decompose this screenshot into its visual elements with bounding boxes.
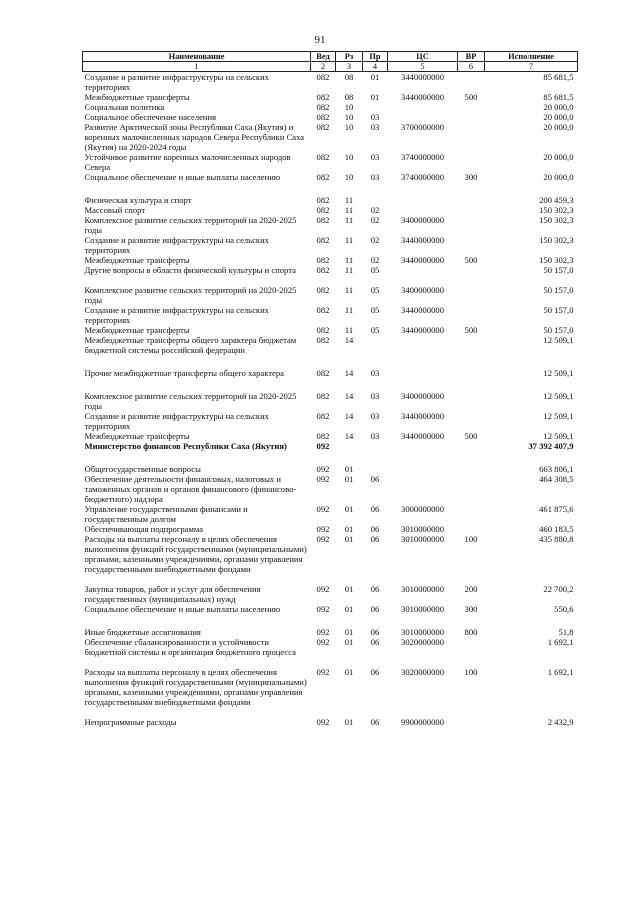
row-pr: 06 (370, 627, 380, 637)
row-amount: 12 509,1 (543, 431, 574, 441)
row-ved: 092 (316, 504, 330, 514)
row-amount: 1 692,1 (547, 637, 574, 647)
row-cs (388, 195, 458, 205)
row-ved: 082 (316, 205, 330, 215)
row-vr (458, 112, 485, 122)
column-number-row (83, 62, 578, 72)
row-pr (363, 441, 388, 451)
row-amount: 150 302,3 (539, 205, 574, 215)
spacer-cell (83, 182, 578, 195)
row-vr (458, 524, 485, 534)
row-rz: 10 (344, 102, 354, 112)
row-cs: 3010000000 (401, 534, 444, 544)
row-vr (458, 195, 485, 205)
row-ved: 082 (316, 235, 330, 245)
row-pr: 05 (370, 305, 380, 315)
row-amount: 200 459,3 (539, 195, 574, 205)
row-name: Обеспечивающая подпрограмма (84, 524, 204, 534)
row-name: Расходы на выплаты персоналу в целях обеспечения выполнения функций государственными (муниципальными) органами, казенными учреждениями, органами управления государственными внебюджетными фондами (84, 534, 307, 574)
row-vr (458, 637, 485, 667)
row-rz: 14 (344, 335, 354, 345)
table-row (83, 441, 578, 451)
row-name: Физическая культура и спорт (84, 195, 192, 205)
header-vr: ВР (458, 52, 485, 62)
row-cs: 3400000000 (401, 285, 444, 295)
row-cs (388, 265, 458, 285)
table-row (83, 717, 578, 737)
table-row (83, 504, 578, 524)
row-pr: 03 (370, 431, 380, 441)
row-amount: 12 509,1 (543, 391, 574, 401)
table-row (83, 534, 578, 584)
row-vr (458, 411, 485, 431)
table-body (83, 72, 578, 738)
row-rz: 11 (344, 325, 354, 335)
row-pr: 06 (370, 667, 380, 677)
row-vr (458, 102, 485, 112)
row-amount: 20 000,0 (543, 102, 574, 112)
row-pr: 05 (370, 285, 380, 295)
row-pr: 06 (370, 717, 380, 727)
row-name: Создание и развитие инфраструктуры на сельских территориях (84, 72, 269, 92)
table-row (83, 391, 578, 411)
row-amount: 20 000,0 (543, 112, 574, 122)
row-pr: 06 (370, 604, 380, 614)
row-cs: 9900000000 (401, 717, 444, 727)
row-rz: 11 (344, 195, 354, 205)
row-pr: 03 (370, 122, 380, 132)
table-row (83, 122, 578, 152)
row-pr: 02 (370, 235, 380, 245)
table-row (83, 215, 578, 235)
table-row (83, 152, 578, 172)
row-ved: 082 (316, 391, 330, 401)
row-ved: 082 (316, 102, 330, 112)
row-cs: 3400000000 (401, 391, 444, 401)
row-cs (388, 464, 458, 474)
row-rz: 11 (344, 305, 354, 315)
row-rz: 11 (344, 215, 354, 225)
table-row (83, 431, 578, 441)
row-pr: 03 (370, 112, 380, 122)
row-cs: 3440000000 (401, 305, 444, 315)
row-amount: 464 308,5 (539, 474, 574, 484)
page-number: 91 (314, 34, 326, 46)
row-ved: 092 (316, 534, 330, 544)
row-name: Социальное обеспечение и иные выплаты населению (84, 172, 281, 182)
row-pr (363, 335, 388, 355)
row-ved: 092 (316, 474, 330, 484)
row-pr: 06 (370, 584, 380, 594)
table-row (83, 637, 578, 667)
row-pr (363, 102, 388, 112)
row-ved: 082 (316, 411, 330, 421)
column-number: 3 (336, 62, 363, 72)
row-cs (388, 474, 458, 504)
row-vr (458, 305, 485, 325)
row-vr: 300 (464, 172, 478, 182)
row-cs: 3400000000 (401, 215, 444, 225)
table-row (83, 72, 578, 93)
header-pr: Пр (363, 52, 388, 62)
row-vr (458, 391, 485, 411)
row-cs (388, 368, 458, 378)
row-name: Развитие Арктической зоны Республики Саха (Якутия) и коренных малочисленных народов Севера Республики Саха (Якутия) на 2020-2024 годы (84, 122, 305, 152)
row-vr (458, 205, 485, 215)
row-ved: 082 (316, 112, 330, 122)
table-row (83, 524, 578, 534)
row-rz: 11 (344, 235, 354, 245)
row-name: Комплексное развитие сельских территорий на 2020-2025 годы (84, 285, 297, 305)
row-rz: 01 (344, 604, 354, 614)
table-row (83, 368, 578, 378)
row-pr (363, 464, 388, 474)
row-ved: 082 (316, 195, 330, 205)
table-row (83, 285, 578, 305)
row-amount: 20 000,0 (543, 172, 574, 182)
row-ved: 082 (316, 92, 330, 102)
table-row (83, 474, 578, 504)
row-vr: 100 (464, 667, 478, 677)
row-rz: 14 (344, 431, 354, 441)
row-name: Межбюджетные трансферты (84, 255, 190, 265)
row-rz: 08 (344, 72, 354, 82)
row-ved: 092 (316, 464, 330, 474)
row-rz: 14 (344, 368, 354, 378)
column-number: 5 (388, 62, 458, 72)
row-amount: 22 700,2 (543, 584, 574, 594)
row-name: Социальная политика (84, 102, 165, 112)
spacer-cell (83, 378, 578, 391)
table-row (83, 627, 578, 637)
row-amount: 550,6 (554, 604, 574, 614)
row-name: Устойчивое развитие коренных малочисленных народов Севера (84, 152, 291, 172)
row-rz: 01 (344, 584, 354, 594)
row-rz: 10 (344, 152, 354, 162)
row-name: Комплексное развитие сельских территорий на 2020-2025 годы (84, 215, 297, 235)
row-vr: 800 (464, 627, 478, 637)
row-pr: 06 (370, 637, 380, 647)
row-name: Расходы на выплаты персоналу в целях обеспечения выполнения функций государственными (муниципальными) органами, казенными учреждениями, органами управления государственными внебюджетными фондами (84, 667, 307, 707)
table-row (83, 464, 578, 474)
row-cs: 3010000000 (401, 627, 444, 637)
spacer-cell (83, 355, 578, 368)
row-rz: 01 (344, 717, 354, 727)
row-vr: 100 (464, 534, 478, 544)
row-rz: 08 (344, 92, 354, 102)
row-vr (458, 464, 485, 474)
column-number: 6 (458, 62, 485, 72)
row-name: Межбюджетные трансферты (84, 431, 190, 441)
row-vr: 500 (464, 431, 478, 441)
row-cs (388, 205, 458, 215)
row-vr: 500 (464, 255, 478, 265)
row-name: Социальное обеспечение населения (84, 112, 217, 122)
column-number: 1 (83, 62, 311, 72)
row-rz: 01 (344, 637, 354, 647)
row-vr (458, 717, 485, 737)
row-vr (458, 335, 485, 355)
row-cs: 3440000000 (401, 255, 444, 265)
row-ved: 082 (316, 431, 330, 441)
row-ved: 082 (316, 215, 330, 225)
row-name: Массовый спорт (84, 205, 146, 215)
row-ved: 092 (316, 627, 330, 637)
row-cs: 3000000000 (401, 504, 444, 514)
header-rz: Рз (336, 52, 363, 62)
row-vr: 500 (464, 92, 478, 102)
spacer-row (83, 614, 578, 627)
row-amount: 85 681,5 (543, 92, 574, 102)
row-name: Прочие межбюджетные трансферты общего характера (84, 368, 284, 378)
row-ved: 092 (316, 584, 330, 594)
row-pr: 02 (370, 205, 380, 215)
row-amount: 12 509,1 (543, 335, 574, 345)
row-ved: 092 (316, 524, 330, 534)
spacer-row (83, 182, 578, 195)
row-amount: 50 157,0 (543, 265, 574, 275)
spacer-row (83, 355, 578, 368)
table-row (83, 92, 578, 102)
row-amount: 2 432,9 (547, 717, 574, 727)
header-amount: Исполнение (485, 52, 578, 62)
row-cs: 3020000000 (401, 667, 444, 677)
row-pr: 03 (370, 391, 380, 401)
row-pr: 03 (370, 152, 380, 162)
row-pr: 05 (370, 325, 380, 335)
row-vr: 200 (464, 584, 478, 594)
row-amount: 85 681,5 (543, 72, 574, 82)
header-row (83, 52, 578, 62)
row-pr: 03 (370, 411, 380, 421)
row-rz: 14 (344, 391, 354, 401)
table-row (83, 265, 578, 285)
row-amount: 150 302,3 (539, 235, 574, 245)
row-cs: 3440000000 (401, 325, 444, 335)
row-cs: 3740000000 (401, 172, 444, 182)
spacer-row (83, 451, 578, 464)
row-cs (388, 335, 458, 355)
row-cs: 3740000000 (401, 152, 444, 162)
spacer-row (83, 378, 578, 391)
row-cs (388, 102, 458, 112)
row-ved: 082 (316, 265, 330, 275)
row-pr: 06 (370, 524, 380, 534)
table-row (83, 411, 578, 431)
table-row (83, 667, 578, 717)
row-ved: 092 (316, 717, 330, 727)
row-vr: 500 (464, 325, 478, 335)
row-vr (458, 474, 485, 504)
row-name: Социальное обеспечение и иные выплаты населению (84, 604, 281, 614)
row-amount: 50 157,0 (543, 325, 574, 335)
row-rz: 01 (344, 474, 354, 484)
row-pr: 06 (370, 534, 380, 544)
table-row (83, 112, 578, 122)
row-rz: 11 (344, 285, 354, 295)
row-cs: 3440000000 (401, 235, 444, 245)
row-amount: 1 692,1 (547, 667, 574, 677)
column-number: 2 (311, 62, 336, 72)
table-row (83, 335, 578, 355)
row-amount: 663 806,1 (539, 464, 574, 474)
row-cs: 3700000000 (401, 122, 444, 132)
budget-table (82, 51, 578, 737)
table-row (83, 604, 578, 614)
row-rz: 01 (344, 627, 354, 637)
row-amount: 50 157,0 (543, 285, 574, 295)
row-amount: 37 392 407,9 (528, 441, 574, 451)
row-amount: 150 302,3 (539, 215, 574, 225)
row-pr: 06 (370, 474, 380, 484)
table-row (83, 305, 578, 325)
row-pr: 01 (370, 72, 380, 82)
row-ved: 092 (316, 637, 330, 647)
row-ved: 082 (316, 325, 330, 335)
row-rz: 10 (344, 172, 354, 182)
row-name: Управление государственными финансами и государственным долгом (84, 504, 248, 524)
row-cs: 3010000000 (401, 584, 444, 594)
column-number: 7 (485, 62, 578, 72)
row-ved: 082 (316, 152, 330, 162)
row-name: Закупка товаров, работ и услуг для обеспечения государственных (муниципальных) нужд (84, 584, 261, 604)
row-vr (458, 72, 485, 93)
row-cs: 3440000000 (401, 411, 444, 421)
row-ved: 082 (316, 172, 330, 182)
row-ved: 082 (316, 72, 330, 82)
row-pr (363, 195, 388, 205)
row-ved: 092 (316, 604, 330, 614)
header-ved: Вед (311, 52, 336, 62)
row-vr (458, 215, 485, 235)
row-rz: 01 (344, 464, 354, 474)
header-name: Наименование (83, 52, 311, 62)
table-row (83, 172, 578, 182)
row-ved: 082 (316, 122, 330, 132)
row-rz: 10 (344, 112, 354, 122)
row-pr: 06 (370, 504, 380, 514)
row-ved: 082 (316, 368, 330, 378)
row-ved: 082 (316, 305, 330, 315)
row-name: Межбюджетные трансферты (84, 325, 190, 335)
row-rz: 14 (344, 411, 354, 421)
row-cs: 3440000000 (401, 92, 444, 102)
row-vr: 300 (464, 604, 478, 614)
row-amount: 461 875,6 (539, 504, 574, 514)
row-name: Непрограммные расходы (84, 717, 177, 727)
row-amount: 435 880,8 (539, 534, 574, 544)
row-pr: 03 (370, 368, 380, 378)
row-name: Комплексное развитие сельских территорий на 2020-2025 годы (84, 391, 297, 411)
table-row (83, 325, 578, 335)
row-vr (458, 152, 485, 172)
row-pr: 02 (370, 255, 380, 265)
spacer-cell (83, 451, 578, 464)
row-rz: 01 (344, 667, 354, 677)
row-name: Общегосударственные вопросы (84, 464, 201, 474)
row-name: Межбюджетные трансферты общего характера бюджетам бюджетной системы российской федерации (84, 335, 297, 355)
row-cs (388, 112, 458, 122)
row-vr (458, 265, 485, 285)
table-row (83, 102, 578, 112)
row-amount: 12 509,1 (543, 411, 574, 421)
row-amount: 20 000,0 (543, 122, 574, 132)
row-rz: 01 (344, 504, 354, 514)
row-rz: 01 (344, 524, 354, 534)
row-cs: 3010000000 (401, 524, 444, 534)
row-vr (458, 235, 485, 255)
table-row (83, 195, 578, 205)
header-cs: ЦС (388, 52, 458, 62)
row-name: Иные бюджетные ассигнования (84, 627, 201, 637)
row-cs: 3440000000 (401, 72, 444, 82)
row-amount: 20 000,0 (543, 152, 574, 162)
row-cs: 3020000000 (401, 637, 444, 647)
row-vr (458, 368, 485, 378)
row-rz: 11 (344, 265, 354, 275)
row-ved: 092 (316, 667, 330, 677)
row-amount: 150 302,3 (539, 255, 574, 265)
row-amount: 460 183,5 (539, 524, 574, 534)
table-row (83, 205, 578, 215)
row-amount: 51,8 (558, 627, 574, 637)
row-ved: 082 (316, 255, 330, 265)
row-vr (458, 285, 485, 305)
row-name: Межбюджетные трансферты (84, 92, 190, 102)
row-pr: 03 (370, 172, 380, 182)
row-vr (458, 504, 485, 524)
row-ved: 092 (316, 441, 330, 451)
row-pr: 01 (370, 92, 380, 102)
row-name: Создание и развитие инфраструктуры на сельских территориях (84, 235, 269, 255)
row-name: Министерство финансов Республики Саха (Якутия) (84, 441, 287, 451)
row-cs (388, 441, 458, 451)
table-header (83, 52, 578, 72)
row-name: Другие вопросы в области физической культуры и спорта (84, 265, 296, 275)
row-cs: 3010000000 (401, 604, 444, 614)
row-name: Создание и развитие инфраструктуры на сельских территориях (84, 411, 269, 431)
row-amount: 12 509,1 (543, 368, 574, 378)
row-pr: 05 (370, 265, 380, 275)
row-rz (336, 441, 363, 451)
row-vr (458, 441, 485, 451)
row-ved: 082 (316, 285, 330, 295)
row-vr (458, 122, 485, 152)
row-amount: 50 157,0 (543, 305, 574, 315)
row-name: Создание и развитие инфраструктуры на сельских территориях (84, 305, 269, 325)
row-ved: 082 (316, 335, 330, 345)
table-row (83, 235, 578, 255)
table-row (83, 255, 578, 265)
row-rz: 01 (344, 534, 354, 544)
row-rz: 10 (344, 122, 354, 132)
column-number: 4 (363, 62, 388, 72)
spacer-cell (83, 614, 578, 627)
row-name: Обеспечение сбалансированности и устойчивости бюджетной системы и организация бюджетного процесса (84, 637, 296, 657)
row-pr: 02 (370, 215, 380, 225)
row-rz: 11 (344, 255, 354, 265)
table-row (83, 584, 578, 604)
row-rz: 11 (344, 205, 354, 215)
row-cs: 3440000000 (401, 431, 444, 441)
row-name: Обеспечение деятельности финансовых, налоговых и таможенных органов и органов финансового (финансово-бюджетного) надзора (84, 474, 297, 504)
